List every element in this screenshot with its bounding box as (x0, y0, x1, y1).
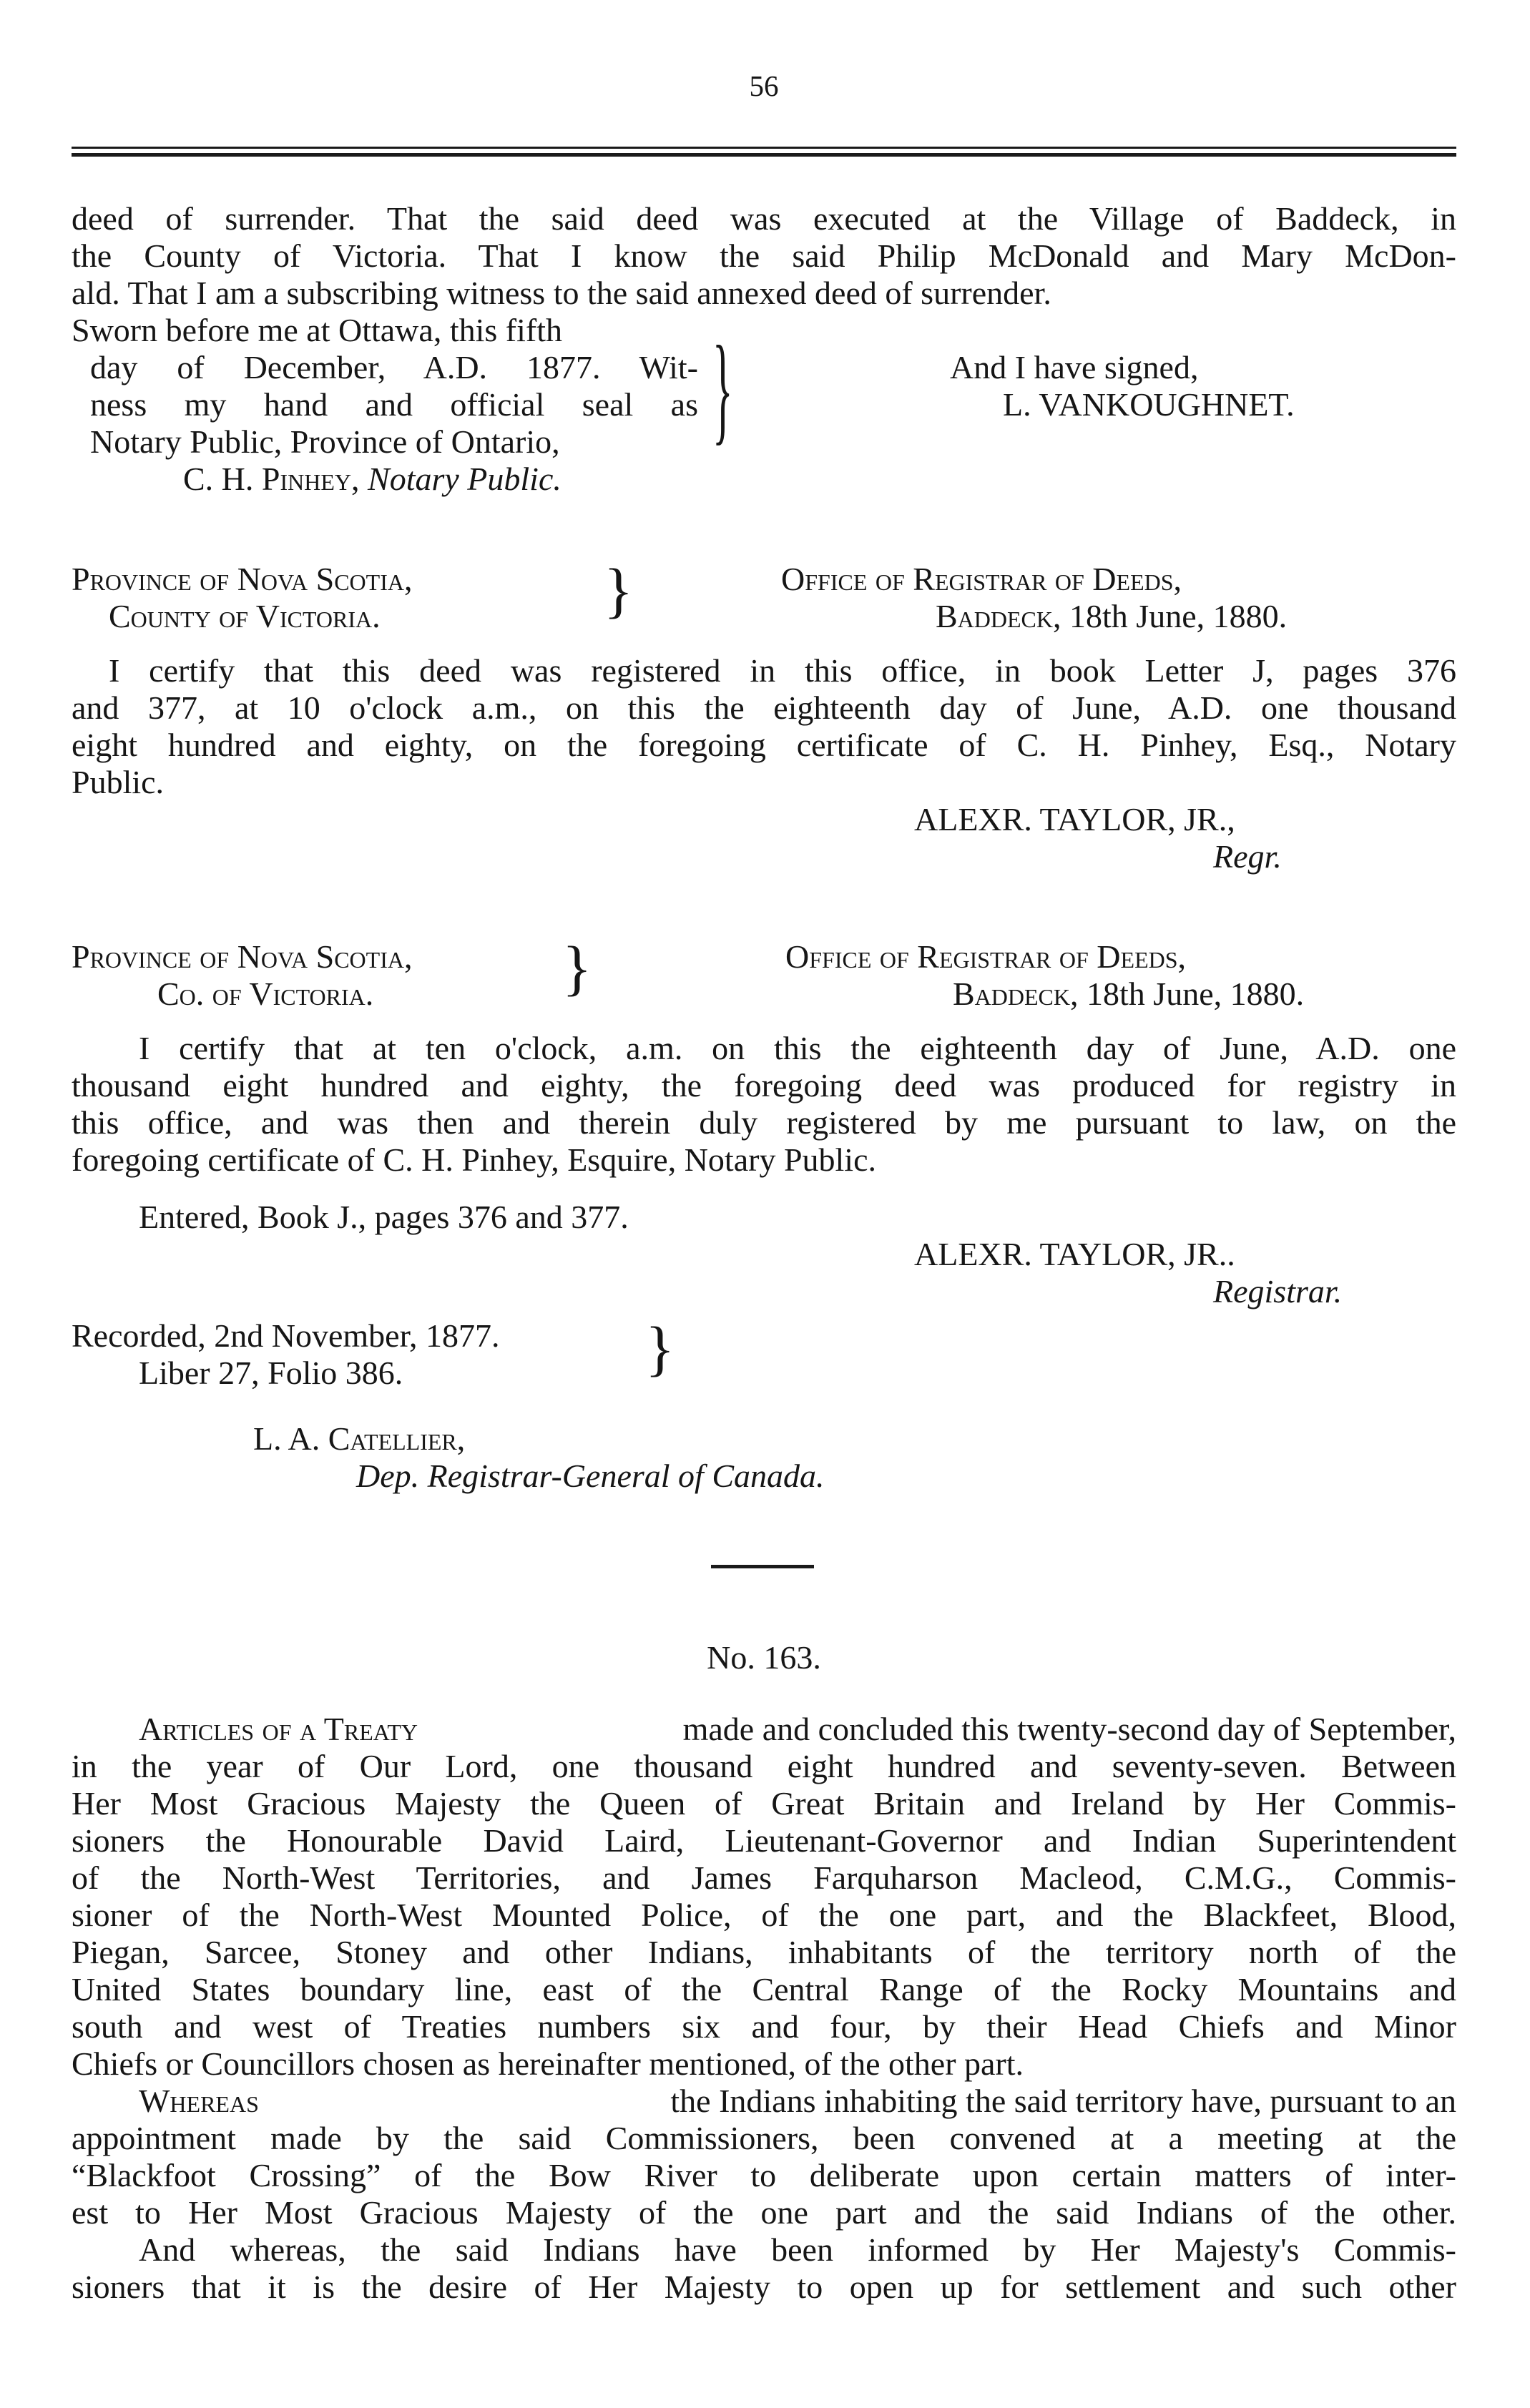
registrar-signature: ALEXR. TAYLOR, JR., (914, 801, 1235, 837)
whereas-line: “Blackfoot Crossing” of the Bow River to deliberate upon certain matters of inter- (72, 2157, 1456, 2193)
treaty-first-line (139, 1711, 1456, 1748)
entry-note: Entered, Book J., pages 376 and 377. (139, 1199, 629, 1235)
province-heading: Province of Nova Scotia, (72, 938, 413, 975)
treaty-number: No. 163. (707, 1639, 821, 1676)
affidavit-line: the County of Victoria. That I know the said Philip McDonald and Mary McDon- (72, 237, 1456, 274)
page-number: 56 (749, 69, 779, 102)
brace: } (712, 321, 733, 456)
signed-statement: And I have signed, (950, 349, 1199, 385)
registrar-signature: ALEXR. TAYLOR, JR.. (914, 1236, 1235, 1272)
notary-title: Notary Public. (368, 461, 562, 497)
certificate-line: foregoing certificate of C. H. Pinhey, Esquire, Notary Public. (72, 1141, 877, 1178)
notary-signature (183, 461, 562, 498)
sworn-line: Notary Public, Province of Ontario, (90, 423, 560, 460)
certificate-line: I certify that at ten o'clock, a.m. on this the eighteenth day of June, A.D. one (139, 1030, 1456, 1066)
dep-registrar-title: Dep. Registrar-General of Canada. (356, 1458, 825, 1494)
treaty-line: south and west of Treaties numbers six and four, by their Head Chiefs and Minor (72, 2008, 1456, 2045)
treaty-line: sioners the Honourable David Laird, Lieutenant-Governor and Indian Superintendent (72, 1822, 1456, 1859)
sworn-line: ness my hand and official seal as (90, 386, 698, 423)
place-name: Baddeck, (953, 976, 1079, 1012)
signer-name: L. VANKOUGHNET. (1003, 386, 1295, 423)
certificate-line: eight hundred and eighty, on the foregoing certificate of C. H. Pinhey, Esq., Notary (72, 727, 1456, 763)
brace: } (562, 933, 592, 1002)
treaty-line: United States boundary line, east of the Central Range of the Rocky Mountains and (72, 1971, 1456, 2008)
county-heading: County of Victoria. (109, 598, 381, 634)
certificate-date: 18th June, 1880. (1087, 976, 1305, 1012)
notary-name: C. H. Pinhey, (183, 461, 360, 497)
sworn-line: Sworn before me at Ottawa, this fifth (72, 312, 562, 348)
header-rule-top (72, 147, 1456, 149)
province-heading: Province of Nova Scotia, (72, 561, 413, 597)
treaty-line: in the year of Our Lord, one thousand eight hundred and seventy-seven. Between (72, 1748, 1456, 1784)
place-date (936, 598, 1287, 635)
whereas-first-line (139, 2083, 1456, 2120)
affidavit-line: ald. That I am a subscribing witness to the said annexed deed of surrender. (72, 275, 1051, 311)
and-whereas-line: sioners that it is the desire of Her Majesty to open up for settlement and such other (72, 2269, 1456, 2305)
place-name: Baddeck, (936, 598, 1061, 634)
header-rule-bottom (72, 153, 1456, 157)
and-whereas-line: And whereas, the said Indians have been informed by Her Majesty's Commis- (139, 2231, 1456, 2268)
whereas-line: appointment made by the said Commissioners, been convened at a meeting at the (72, 2120, 1456, 2156)
treaty-line: of the North-West Territories, and James Farquharson Macleod, C.M.G., Commis- (72, 1859, 1456, 1896)
whereas-line: est to Her Most Gracious Majesty of the one part and the said Indians of the other. (72, 2194, 1456, 2231)
whereas-line: the Indians inhabiting the said territory have, pursuant to an (670, 2083, 1456, 2119)
treaty-line: made and concluded this twenty-second day of September, (682, 1711, 1456, 1747)
certificate-line: thousand eight hundred and eighty, the foregoing deed was produced for registry in (72, 1067, 1456, 1104)
certificate-line: and 377, at 10 o'clock a.m., on this the eighteenth day of June, A.D. one thousand (72, 689, 1456, 726)
treaty-heading: Articles of a Treaty (139, 1711, 418, 1747)
recorded-line: Recorded, 2nd November, 1877. (72, 1317, 500, 1354)
affidavit-line: deed of surrender. That the said deed was executed at the Village of Baddeck, in (72, 200, 1456, 237)
dep-registrar-name: L. A. Catellier, (253, 1420, 466, 1457)
certificate-line: I certify that this deed was registered in this office, in book Letter J, pages 376 (109, 652, 1456, 689)
registrar-title: Registrar. (1213, 1273, 1343, 1309)
office-heading: Office of Registrar of Deeds, (785, 938, 1187, 975)
sworn-line: day of December, A.D. 1877. Wit- (90, 349, 698, 385)
whereas-word: Whereas (139, 2083, 259, 2119)
brace: } (604, 556, 634, 624)
treaty-line: Chiefs or Councillors chosen as hereinafter mentioned, of the other part. (72, 2045, 1024, 2082)
recorded-line: Liber 27, Folio 386. (139, 1355, 403, 1391)
certificate-date: 18th June, 1880. (1069, 598, 1288, 634)
county-heading: Co. of Victoria. (157, 976, 374, 1012)
certificate-line: Public. (72, 764, 165, 800)
treaty-line: Her Most Gracious Majesty the Queen of Great Britain and Ireland by Her Commis- (72, 1785, 1456, 1822)
office-heading: Office of Registrar of Deeds, (781, 561, 1182, 597)
certificate-line: this office, and was then and therein duly registered by me pursuant to law, on the (72, 1104, 1456, 1141)
registrar-title: Regr. (1213, 838, 1282, 875)
treaty-line: Piegan, Sarcee, Stoney and other Indians, inhabitants of the territory north of the (72, 1934, 1456, 1970)
brace: } (645, 1314, 675, 1382)
document-page (69, 0, 1459, 2408)
treaty-line: sioner of the North-West Mounted Police, of the one part, and the Blackfeet, Blood, (72, 1897, 1456, 1933)
section-divider (711, 1565, 814, 1568)
place-date (953, 976, 1304, 1013)
